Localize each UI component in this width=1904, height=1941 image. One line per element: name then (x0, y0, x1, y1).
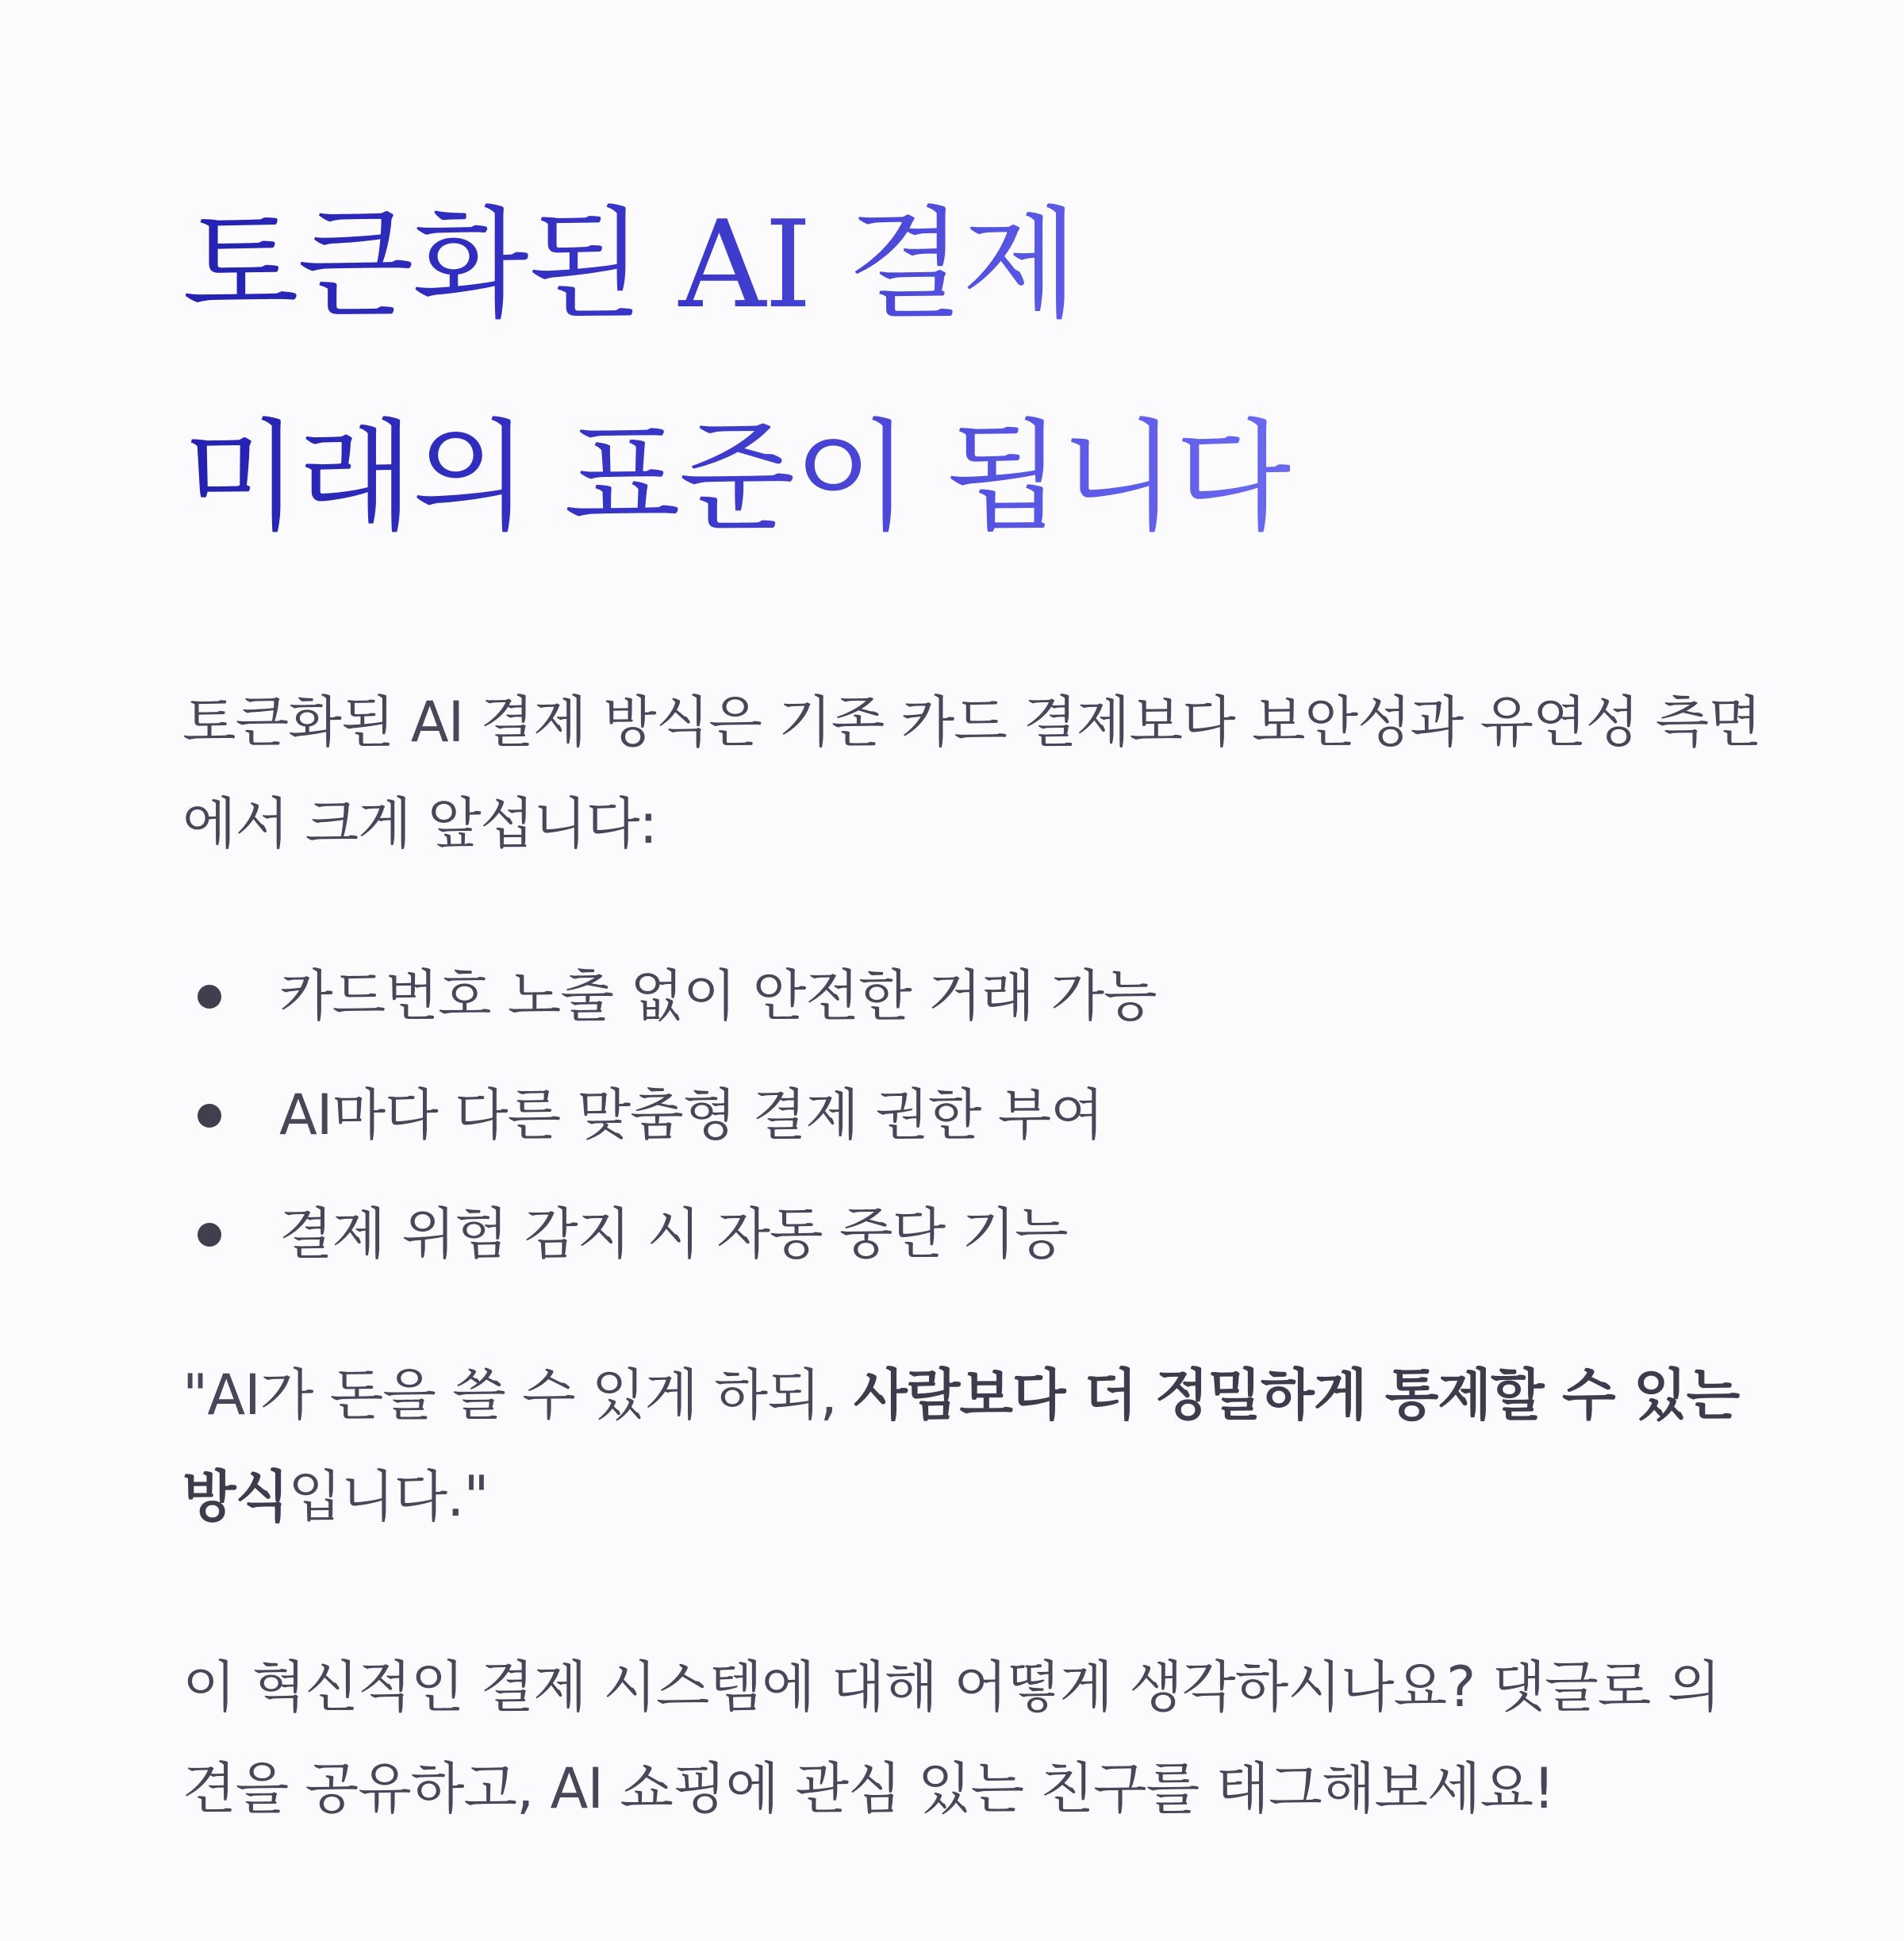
list-item-text: AI마다 다른 맞춤형 결제 권한 부여 (279, 1082, 1104, 1147)
title-line-1 (182, 159, 1290, 371)
bullet-icon (198, 985, 221, 1009)
feature-list (182, 936, 1769, 1293)
intro-paragraph: 토큰화된 AI 결제 방식은 기존 카드 결제보다 보안성과 유연성 측면에서 크게 앞섭니다: (182, 690, 1761, 856)
quote-text-after: 입니다." (288, 1464, 489, 1529)
list-item (182, 1174, 1769, 1293)
closing-paragraph: 이 혁신적인 결제 시스템에 대해 어떻게 생각하시나요? 댓글로 의견을 공유하고, AI 쇼핑에 관심 있는 친구를 태그해보세요! (182, 1655, 1721, 1821)
bullet-icon (198, 1223, 221, 1247)
list-item (182, 1055, 1769, 1174)
page-title (182, 159, 1290, 584)
title-line-2: 미래의 표준이 됩니다 (182, 407, 1291, 548)
title-line-1-ai: AI (678, 194, 811, 335)
quote-paragraph (182, 1344, 1769, 1547)
list-item (182, 936, 1769, 1055)
title-line-1-part-3: 결제 (810, 194, 1077, 335)
list-item-text: 결제 위험 감지 시 자동 중단 기능 (279, 1201, 1068, 1266)
bullet-icon (198, 1104, 221, 1128)
post-content (182, 159, 1769, 1839)
list-item-text: 카드번호 노출 없이 안전한 거래 가능 (279, 963, 1157, 1028)
title-line-1-part-1: 토큰화된 (182, 194, 679, 335)
quote-text-before: "AI가 돈을 쓸 수 있게 하되, (182, 1363, 854, 1428)
quote-emphasis: 사람보다 더 정밀하게 통제할 수 있는 방식 (182, 1363, 1740, 1529)
